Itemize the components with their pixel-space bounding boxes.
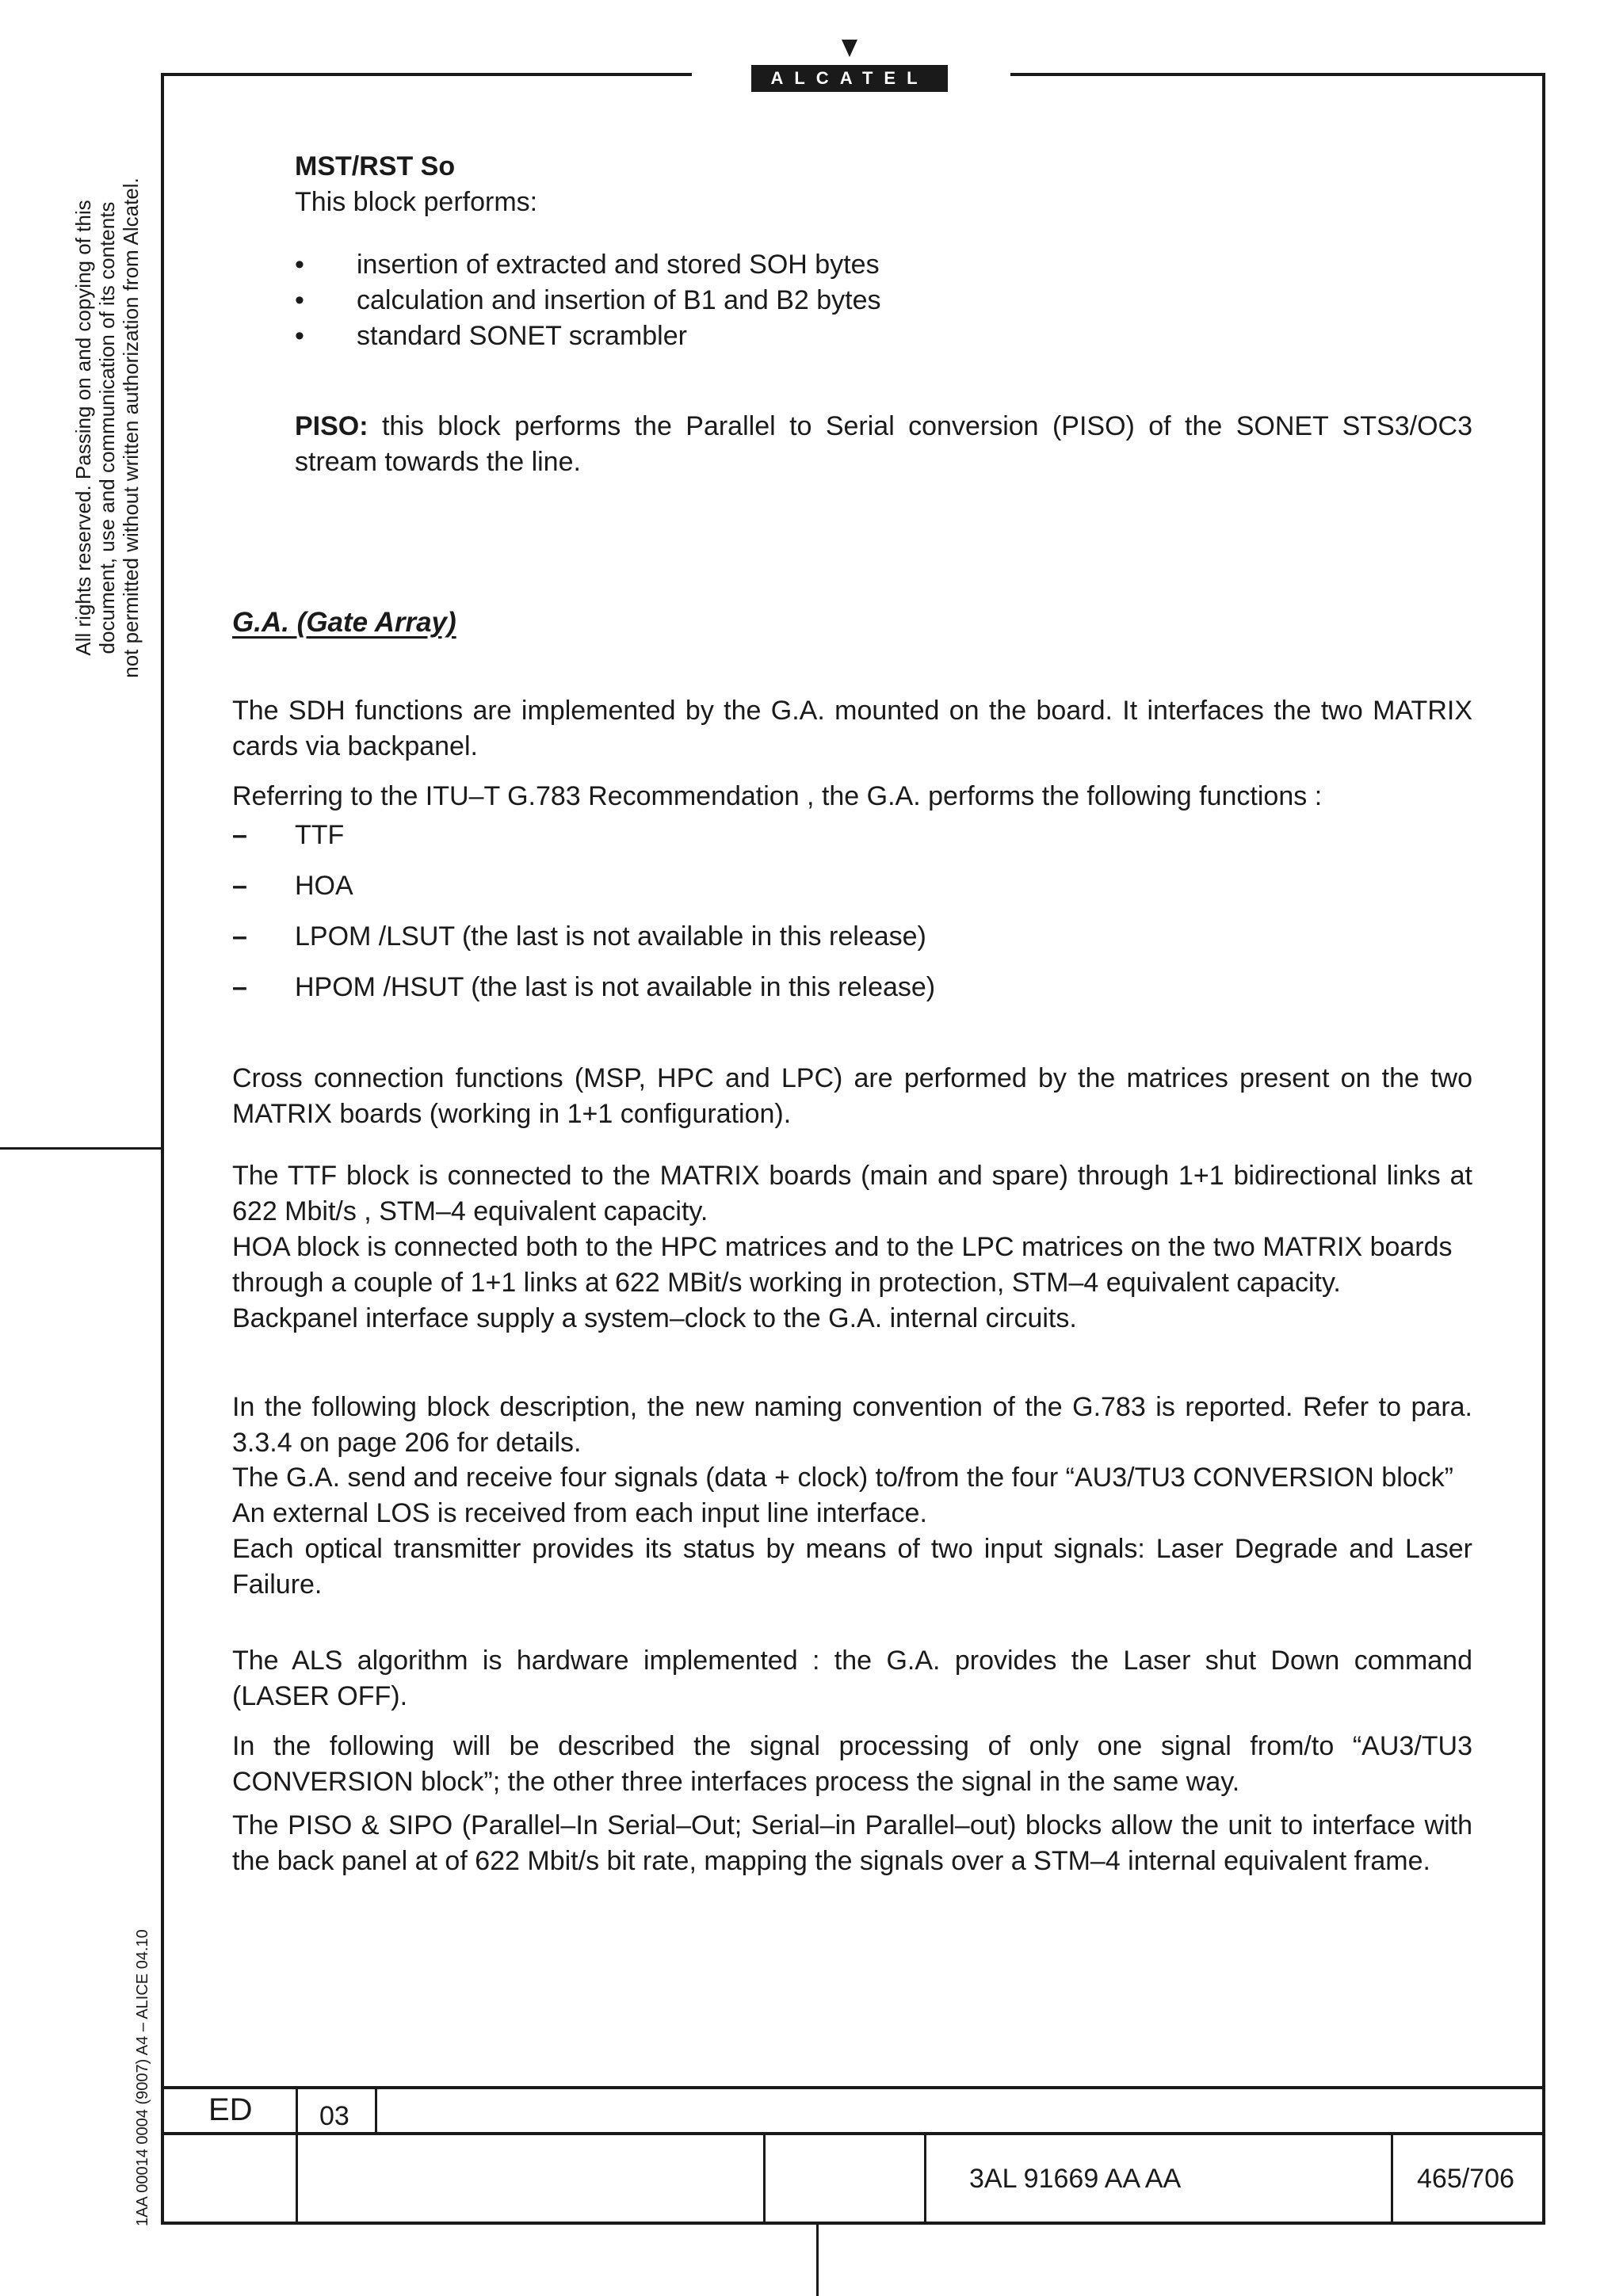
paragraph-line: Each optical transmitter provides its status by means of two input signals: Laser Degrade and Laser Failure. — [232, 1534, 1472, 1600]
piso-label: PISO: — [295, 411, 369, 441]
list-item: – LPOM /LSUT (the last is not available in this release) — [232, 919, 935, 970]
ga-paragraph: Referring to the ITU–T G.783 Recommendation , the G.A. performs the following functions : — [232, 781, 1323, 811]
edition-value: 03 — [319, 2101, 349, 2131]
bullet-icon: • — [295, 250, 304, 280]
footer-bottom-rule — [161, 2222, 1545, 2225]
footer-divider — [375, 2086, 377, 2132]
section-title: G.A. (Gate Array) — [232, 607, 456, 638]
footer-top-rule — [161, 2086, 1545, 2089]
paragraph-line: HOA block is connected both to the HPC matrices and to the LPC matrices on the two MATRIX boards — [232, 1232, 1453, 1262]
paragraph-line: An external LOS is received from each input line interface. — [232, 1498, 927, 1528]
list-item: – HPOM /HSUT (the last is not available in this release) — [232, 970, 935, 1020]
ga-paragraph: The ALS algorithm is hardware implemented : the G.A. provides the Laser shut Down command (LASER OFF). — [232, 1646, 1472, 1711]
ga-paragraph: In the following block description, the new naming convention of the G.783 is reported. Refer to para. 3.3.4 on page 206 for details. — [232, 1392, 1472, 1458]
footer-middle-rule — [161, 2132, 1545, 2135]
bullet-icon: • — [295, 321, 304, 351]
alcatel-logo — [751, 38, 948, 95]
paragraph-line: through a couple of 1+1 links at 622 MBit/s working in protection, STM–4 equivalent capacity. — [232, 1268, 1341, 1298]
ga-paragraph: The TTF block is connected to the MATRIX boards (main and spare) through 1+1 bidirectional links at 622 Mbit/s , STM–4 equivalent capacity. — [232, 1161, 1472, 1226]
footer-divider — [763, 2132, 766, 2225]
paragraph-line: Backpanel interface supply a system–clock to the G.A. internal circuits. — [232, 1303, 1077, 1333]
piso-text: this block performs the Parallel to Serial conversion (PISO) of the SONET STS3/OC3 stream towards the line. — [295, 411, 1472, 477]
functions-list — [232, 818, 935, 1020]
ga-paragraph — [232, 1230, 1472, 1337]
bullet-icon: • — [295, 285, 304, 315]
ga-paragraph — [232, 1460, 1472, 1603]
copyright-line: All rights reserved. Passing on and copying of this — [71, 200, 95, 656]
list-item: • standard SONET scrambler — [295, 318, 881, 354]
logo-arrow-icon — [751, 38, 948, 62]
frame-right-rule — [1542, 73, 1545, 2225]
mst-bullet-list — [295, 247, 881, 354]
form-code: 1AA 00014 0004 (9007) A4 – ALICE 04.10 — [134, 1929, 151, 2226]
mst-block-title: MST/RST So — [295, 151, 456, 181]
footer-divider — [924, 2132, 926, 2225]
copyright-notice — [71, 32, 143, 824]
logo-text: ALCATEL — [751, 65, 948, 92]
edition-label: ED — [208, 2092, 253, 2127]
page-number: 465/706 — [1417, 2164, 1514, 2194]
dash-icon: – — [232, 820, 247, 850]
copyright-line: not permitted without written authorization from Alcatel. — [119, 177, 143, 678]
bottom-tick-mark — [816, 2223, 819, 2296]
document-code: 3AL 91669 AA AA — [969, 2164, 1182, 2194]
ga-paragraph: The PISO & SIPO (Parallel–In Serial–Out; Serial–in Parallel–out) blocks allow the unit to interface with the back panel at of 622 Mbit/s bit rate, mapping the signals over a STM–4 internal equivalent frame. — [232, 1810, 1472, 1876]
dash-icon: – — [232, 972, 247, 1002]
side-tick-mark — [0, 1147, 161, 1150]
list-item: – HOA — [232, 868, 935, 919]
list-item: – TTF — [232, 818, 935, 868]
footer-table — [161, 2086, 1545, 2225]
mst-block-intro: This block performs: — [295, 187, 538, 217]
list-item: • insertion of extracted and stored SOH bytes — [295, 247, 881, 283]
dash-icon: – — [232, 921, 247, 952]
frame-top-right-rule — [1010, 73, 1545, 76]
frame-left-rule — [161, 73, 164, 2225]
piso-paragraph — [295, 409, 1472, 480]
ga-paragraph: The SDH functions are implemented by the G.A. mounted on the board. It interfaces the two MATRIX cards via backpanel. — [232, 696, 1472, 761]
copyright-line: document, use and communication of its contents — [95, 201, 119, 654]
paragraph-line: The G.A. send and receive four signals (data + clock) to/from the four “AU3/TU3 CONVERSION block” — [232, 1463, 1453, 1493]
dash-icon: – — [232, 871, 247, 901]
frame-top-left-rule — [161, 73, 692, 76]
footer-divider — [296, 2086, 298, 2225]
list-item: • calculation and insertion of B1 and B2 bytes — [295, 283, 881, 318]
footer-divider — [1391, 2132, 1393, 2225]
ga-paragraph: In the following will be described the signal processing of only one signal from/to “AU3/TU3 CONVERSION block”; the other three interfaces process the signal in the same way. — [232, 1731, 1472, 1797]
ga-paragraph: Cross connection functions (MSP, HPC and LPC) are performed by the matrices present on the two MATRIX boards (working in 1+1 configuration). — [232, 1063, 1472, 1129]
